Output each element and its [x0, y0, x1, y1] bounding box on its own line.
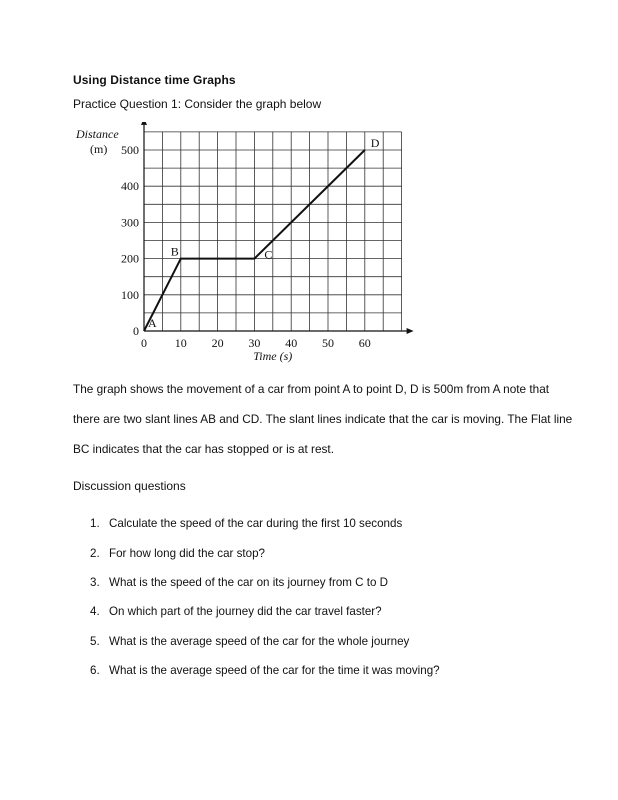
y-axis-label: Distance: [76, 127, 119, 141]
x-tick-label: 0: [141, 336, 147, 350]
question-text: For how long did the car stop?: [109, 547, 265, 560]
paragraph-line-3: BC indicates that the car has stopped or is at rest.: [73, 442, 334, 456]
question-text: What is the average speed of the car for the time it was moving?: [109, 664, 440, 677]
y-tick-label: 500: [121, 143, 139, 157]
y-axis-arrow: [141, 122, 147, 125]
y-tick-label: 200: [121, 251, 139, 266]
question-item: [90, 664, 440, 677]
question-text: What is the speed of the car on its journey from C to D: [109, 576, 389, 589]
question-item: [90, 576, 388, 589]
question-item: [90, 605, 382, 618]
x-tick-label: 60: [358, 336, 371, 350]
point-label-c: C: [264, 247, 273, 262]
x-axis-label: Time (s): [253, 349, 293, 363]
question-text: Calculate the speed of the car during the first 10 seconds: [109, 517, 403, 530]
x-tick-label: 30: [248, 336, 261, 350]
y-tick-label: 300: [121, 215, 139, 230]
x-axis-arrow: [407, 328, 414, 334]
paragraph-line-2: there are two slant lines AB and CD. The slant lines indicate that the car is moving. The Flat line: [73, 412, 573, 426]
question-item: [90, 517, 402, 530]
discussion-heading: Discussion questions: [73, 479, 186, 493]
distance-time-chart-svg: [68, 122, 418, 367]
y-tick-label: 400: [121, 179, 139, 194]
y-axis-unit-label: (m): [90, 142, 108, 156]
question-number: 1.: [90, 517, 100, 530]
question-text: On which part of the journey did the car travel faster?: [109, 605, 382, 618]
point-label-a: A: [148, 316, 157, 330]
paragraph-line-1: The graph shows the movement of a car from point A to point D, D is 500m from A note that: [73, 382, 550, 396]
question-number: 3.: [90, 576, 100, 589]
question-number: 4.: [90, 605, 100, 618]
point-label-d: D: [370, 136, 380, 150]
question-number: 5.: [90, 635, 100, 648]
y-tick-label: 0: [133, 324, 139, 338]
point-label-b: B: [170, 244, 179, 259]
x-tick-label: 10: [174, 336, 187, 350]
document-title: Using Distance time Graphs: [73, 73, 236, 87]
distance-time-graph: [68, 122, 418, 367]
question-text: What is the average speed of the car for the whole journey: [109, 635, 410, 648]
question-number: 2.: [90, 547, 100, 560]
question-number: 6.: [90, 664, 100, 677]
question-item: [90, 635, 409, 648]
question-item: [90, 547, 265, 560]
x-tick-label: 50: [322, 336, 334, 350]
x-tick-label: 40: [285, 336, 298, 350]
practice-question-intro: Practice Question 1: Consider the graph below: [73, 97, 322, 111]
y-tick-label: 100: [121, 287, 139, 302]
x-tick-label: 20: [211, 336, 224, 350]
